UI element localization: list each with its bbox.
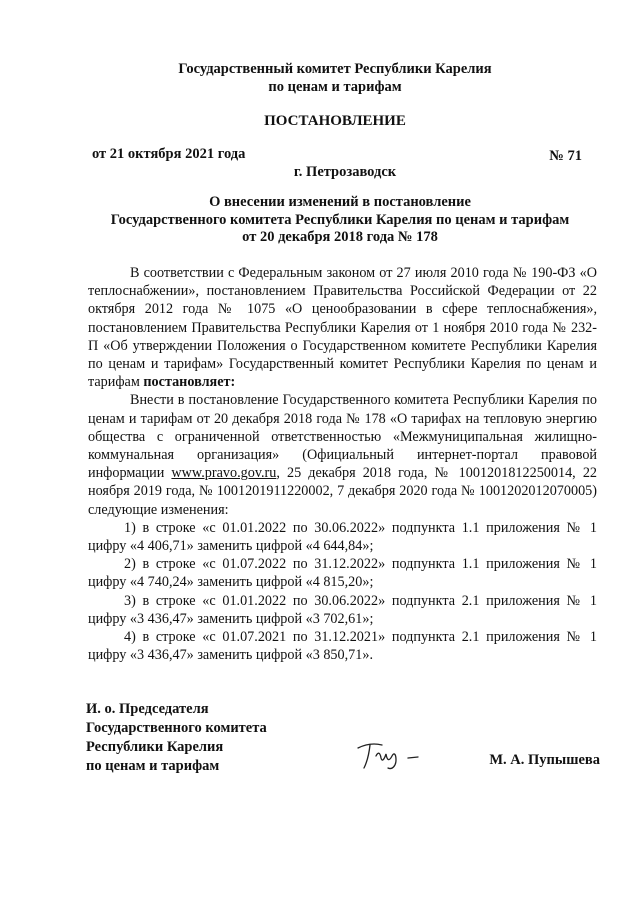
change-item-3: 3) в строке «с 01.01.2022 по 30.06.2022» подпункта 2.1 приложения № 1 цифру «3 436,47» заменить цифрой «3 702,61»; xyxy=(88,592,597,627)
document-number: № 71 xyxy=(549,148,582,164)
signatory-line-3: Республики Карелия xyxy=(86,739,224,755)
document-city: г. Петрозаводск xyxy=(293,164,397,180)
signer-name: М. А. Пупышева xyxy=(489,752,600,768)
main-text-part-1: Внести в постановление Государственного комитета Республики Карелия по ценам и тарифам от 20 декабря 2018 года № 178 «О тарифах на тепловую энергию общества с ограниченной ответственностью «Межмуниципальная жилищно-коммунальная организация» (Официальный интернет-портал правовой информации xyxy=(88,392,597,482)
authority-line-2: по ценам и тарифам xyxy=(268,79,402,95)
main-paragraph xyxy=(88,391,597,518)
change-item-4: 4) в строке «с 01.07.2021 по 31.12.2021» подпункта 2.1 приложения № 1 цифру «3 436,47» заменить цифрой «3 850,71». xyxy=(88,629,597,664)
document-body xyxy=(88,264,597,664)
document-date: от 21 октября 2021 года xyxy=(92,146,246,162)
subject-line-3: от 20 декабря 2018 года № 178 xyxy=(242,229,438,245)
handwritten-signature xyxy=(352,734,432,774)
main-text-part-2: , 25 декабря 2018 года, № 1001201812250014, 22 ноября 2019 года, № 1001201911220002, 7 декабря 2020 года № 1001202012070005) следующие изменения: xyxy=(88,465,598,518)
decides-word: постановляет: xyxy=(143,374,236,391)
preamble-text: В соответствии с Федеральным законом от 27 июля 2010 года № 190-ФЗ «О теплоснабжении», постановлением Правительства Российской Федерации от 22 октября 2012 года № 1075 «О ценообразовании в сфере теплоснабжения», постановлением Правительства Республики Карелия от 1 ноября 2010 года № 232-П «Об утверждении Положения о Государственном комитете Республики Карелия по ценам и тарифам» Государственный комитет Республики Карелия по ценам и тарифам xyxy=(88,265,597,391)
signatory-line-4: по ценам и тарифам xyxy=(86,758,220,774)
document-type: ПОСТАНОВЛЕНИЕ xyxy=(264,113,406,129)
preamble-paragraph xyxy=(88,264,597,391)
issuing-authority xyxy=(0,60,640,96)
change-item-1: 1) в строке «с 01.01.2022 по 30.06.2022» подпункта 1.1 приложения № 1 цифру «4 406,71» заменить цифрой «4 644,84»; xyxy=(88,519,597,555)
signatory-title xyxy=(86,700,267,776)
authority-line-1: Государственный комитет Республики Карелия xyxy=(178,61,492,77)
signatory-line-2: Государственного комитета xyxy=(86,720,267,736)
subject-line-2: Государственного комитета Республики Карелия по ценам и тарифам xyxy=(110,211,570,228)
pravo-link[interactable]: www.pravo.gov.ru xyxy=(171,465,277,482)
signatory-line-1: И. о. Председателя xyxy=(86,701,209,717)
subject-line-1: О внесении изменений в постановление xyxy=(209,194,471,210)
change-item-2: 2) в строке «с 01.07.2022 по 31.12.2022» подпункта 1.1 приложения № 1 цифру «4 740,24» заменить цифрой «4 815,20»; xyxy=(88,556,597,591)
document-subject xyxy=(0,194,640,247)
